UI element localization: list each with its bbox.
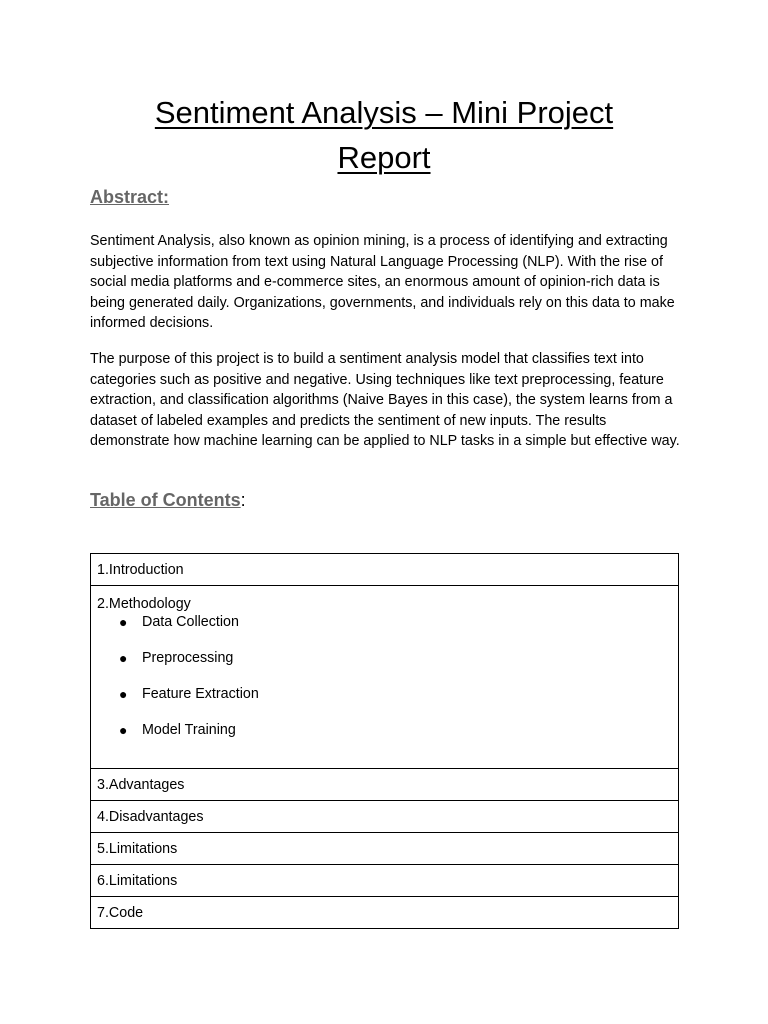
sub-item-label: Model Training (142, 722, 236, 738)
table-row (91, 897, 679, 929)
toc-item-introduction: 1.Introduction (91, 554, 679, 586)
abstract-heading-text: Abstract: (90, 187, 170, 207)
list-item (97, 721, 672, 757)
toc-item-limitations-6: 6.Limitations (91, 865, 679, 897)
sub-item-label: Feature Extraction (142, 686, 259, 702)
toc-item-methodology (91, 586, 679, 769)
toc-methodology-label: 2.Methodology (97, 596, 191, 612)
methodology-sublist (97, 613, 672, 757)
abstract-paragraph-1: Sentiment Analysis, also known as opinion mining, is a process of identifying and extracting subjective information from text using Natural Language Processing (NLP). With the rise of social media platforms and e-commerce sites, an enormous amount of opinion-rich data is being generated daily. Organizations, governments, and individuals rely on this data to make informed decisions. (90, 233, 675, 332)
bullet-icon: ● (119, 722, 128, 738)
list-item (97, 613, 672, 649)
bullet-icon: ● (119, 686, 128, 702)
toc-item-limitations-5: 5.Limitations (91, 833, 679, 865)
toc-item-advantages: 3.Advantages (91, 769, 679, 801)
sub-item-label: Data Collection (142, 614, 239, 630)
bullet-icon: ● (119, 650, 128, 666)
table-row (91, 833, 679, 865)
table-row (91, 554, 679, 586)
abstract-paragraph-2: The purpose of this project is to build a sentiment analysis model that classifies text into categories such as positive and negative. Using techniques like text preprocessing, feature extraction, and classification algorithms (Naive Bayes in this case), the system learns from a dataset of labeled examples and predicts the sentiment of new inputs. The results demonstrate how machine learning can be applied to NLP tasks in a simple but effective way. (90, 351, 680, 450)
list-item (97, 649, 672, 685)
title-line-2: Report (337, 140, 431, 175)
toc-item-code: 7.Code (91, 897, 679, 929)
toc-heading-colon: : (240, 490, 246, 510)
toc-heading (90, 490, 246, 511)
toc-heading-text: Table of Contents (90, 490, 241, 510)
toc-item-disadvantages: 4.Disadvantages (91, 801, 679, 833)
toc-table (90, 553, 679, 929)
table-row (91, 865, 679, 897)
table-row (91, 801, 679, 833)
page-title (0, 90, 768, 180)
sub-item-label: Preprocessing (142, 650, 234, 666)
table-row (91, 769, 679, 801)
table-row (91, 586, 679, 769)
bullet-icon: ● (119, 614, 128, 630)
list-item (97, 685, 672, 721)
title-line-1: Sentiment Analysis – Mini Project (154, 95, 614, 130)
abstract-heading (90, 187, 169, 208)
